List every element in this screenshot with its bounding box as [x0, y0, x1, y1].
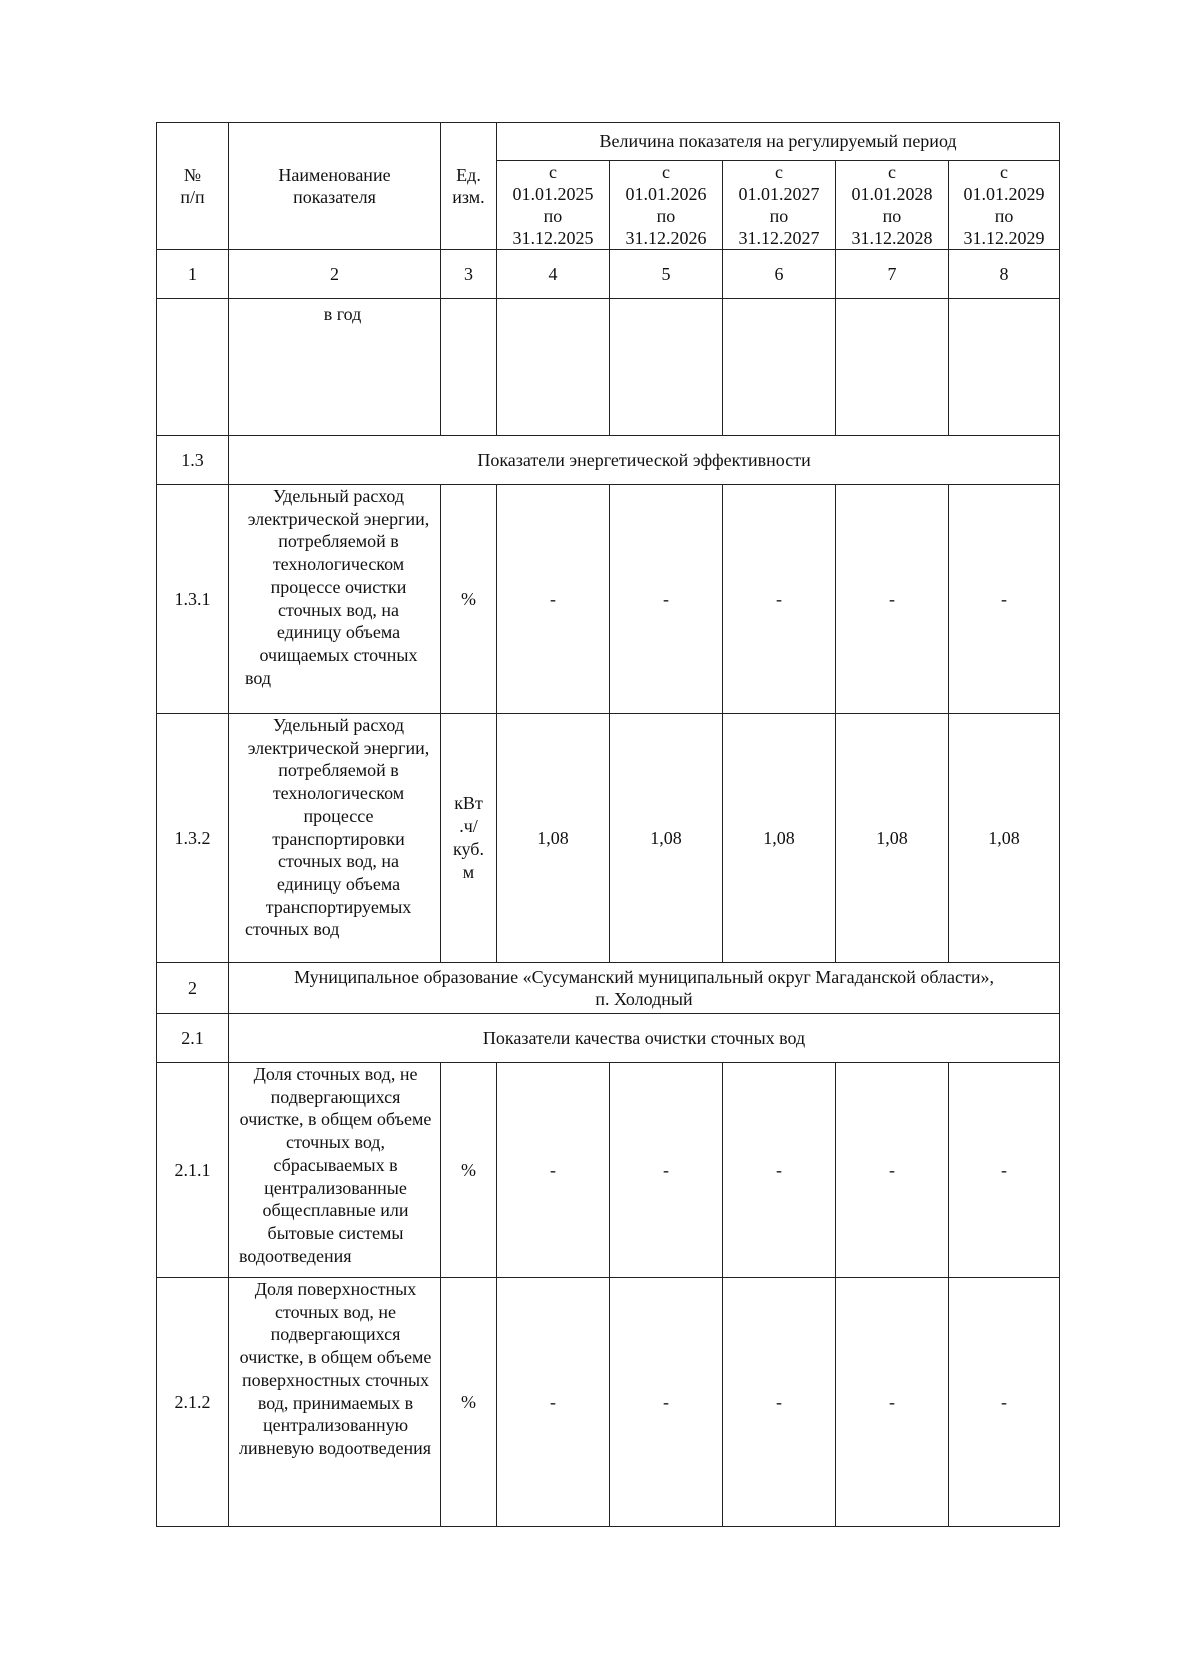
header-name-line1: Наименование	[278, 164, 391, 185]
header-period-title: Величина показателя на регулируемый период	[497, 123, 1060, 161]
header-num-cell	[157, 123, 229, 250]
period-po: по	[882, 206, 902, 226]
row-value: 1,08	[497, 714, 610, 963]
header-unit-line2: изм.	[452, 187, 485, 207]
period-from: 01.01.2026	[625, 184, 707, 204]
period-to: 31.12.2025	[512, 228, 594, 248]
row-value: -	[497, 1063, 610, 1278]
row-value	[610, 299, 723, 436]
row-name: Доля сточных вод, не подвергающихся очистке, в общем объеме сточных вод, сбрасываемых в централизованные общесплавные или бытовые системы водоотведения	[229, 1063, 441, 1278]
table-row	[157, 1278, 1060, 1527]
row-value: -	[610, 1063, 723, 1278]
row-value: -	[497, 485, 610, 714]
unit-line: куб.	[453, 839, 484, 859]
period-po: по	[656, 206, 676, 226]
period-from: 01.01.2025	[512, 184, 594, 204]
row-value: -	[949, 1278, 1060, 1527]
column-number: 8	[949, 250, 1060, 299]
row-value	[723, 299, 836, 436]
column-number: 2	[229, 250, 441, 299]
section-title-line1: Муниципальное образование «Сусуманский муниципальный округ Магаданской области»,	[294, 967, 994, 987]
section-row	[157, 963, 1060, 1014]
row-value: -	[949, 485, 1060, 714]
table-row	[157, 1063, 1060, 1278]
column-number: 6	[723, 250, 836, 299]
row-value	[949, 299, 1060, 436]
row-value: -	[949, 1063, 1060, 1278]
period-cell	[497, 161, 610, 250]
period-s: с	[775, 162, 783, 182]
header-name-cell	[229, 123, 441, 250]
period-cell	[836, 161, 949, 250]
period-s: с	[549, 162, 557, 182]
row-name: Удельный расход электрической энергии, потребляемой в технологическом процессе очистки сточных вод, на единицу объема очищаемых сточных вод	[229, 485, 441, 714]
row-unit: %	[441, 1063, 497, 1278]
period-cell	[949, 161, 1060, 250]
period-s: с	[888, 162, 896, 182]
section-row	[157, 1014, 1060, 1063]
header-num-line2: п/п	[180, 187, 205, 207]
section-title-line2: п. Холодный	[595, 989, 693, 1009]
period-to: 31.12.2026	[625, 228, 707, 248]
section-title: Показатели энергетической эффективности	[229, 436, 1060, 485]
period-to: 31.12.2028	[851, 228, 933, 248]
section-row	[157, 436, 1060, 485]
row-value: -	[723, 1278, 836, 1527]
row-unit: %	[441, 485, 497, 714]
period-from: 01.01.2029	[963, 184, 1045, 204]
period-from: 01.01.2027	[738, 184, 820, 204]
row-value	[836, 299, 949, 436]
column-number: 3	[441, 250, 497, 299]
row-num: 1.3.1	[157, 485, 229, 714]
row-value: -	[497, 1278, 610, 1527]
row-num: 2.1.1	[157, 1063, 229, 1278]
section-num: 2.1	[157, 1014, 229, 1063]
header-row	[157, 123, 1060, 161]
indicators-table	[156, 122, 1060, 1527]
period-from: 01.01.2028	[851, 184, 933, 204]
row-value: -	[610, 1278, 723, 1527]
row-value: -	[723, 1063, 836, 1278]
period-cell	[723, 161, 836, 250]
column-numbers-row	[157, 250, 1060, 299]
table-row	[157, 485, 1060, 714]
row-value: 1,08	[610, 714, 723, 963]
row-num	[157, 299, 229, 436]
row-value: -	[610, 485, 723, 714]
period-to: 31.12.2029	[963, 228, 1045, 248]
column-number: 5	[610, 250, 723, 299]
header-unit-cell	[441, 123, 497, 250]
period-s: с	[662, 162, 670, 182]
row-name: в год	[229, 299, 441, 436]
period-po: по	[543, 206, 563, 226]
row-value: 1,08	[836, 714, 949, 963]
period-po: по	[769, 206, 789, 226]
section-num: 2	[157, 963, 229, 1014]
header-unit-line1: Ед.	[456, 164, 481, 185]
row-value: -	[836, 485, 949, 714]
row-name: Доля поверхностных сточных вод, не подвергающихся очистке, в общем объеме поверхностных сточных вод, принимаемых в централизованную ливневую водоотведения	[229, 1278, 441, 1527]
row-value	[497, 299, 610, 436]
section-num: 1.3	[157, 436, 229, 485]
period-s: с	[1000, 162, 1009, 182]
period-po: по	[994, 206, 1014, 226]
period-to: 31.12.2027	[738, 228, 820, 248]
column-number: 1	[157, 250, 229, 299]
header-name-line2: показателя	[293, 187, 376, 207]
column-number: 7	[836, 250, 949, 299]
row-name: Удельный расход электрической энергии, потребляемой в технологическом процессе транспортировки сточных вод, на единицу объема транспортируемых сточных вод	[229, 714, 441, 963]
table-row	[157, 299, 1060, 436]
row-value: -	[723, 485, 836, 714]
row-unit	[441, 299, 497, 436]
header-num-line1: №	[183, 164, 202, 185]
section-title: Показатели качества очистки сточных вод	[229, 1014, 1060, 1063]
row-num: 1.3.2	[157, 714, 229, 963]
row-unit: %	[441, 1278, 497, 1527]
table-row	[157, 714, 1060, 963]
unit-line: кВт	[454, 793, 483, 813]
column-number: 4	[497, 250, 610, 299]
period-cell	[610, 161, 723, 250]
unit-line: .ч/	[459, 816, 478, 836]
row-value: -	[836, 1063, 949, 1278]
row-value: 1,08	[723, 714, 836, 963]
row-value: -	[836, 1278, 949, 1527]
unit-line: м	[462, 862, 475, 882]
row-value: 1,08	[949, 714, 1060, 963]
row-num: 2.1.2	[157, 1278, 229, 1527]
section-title	[229, 963, 1060, 1014]
row-unit	[441, 714, 497, 963]
